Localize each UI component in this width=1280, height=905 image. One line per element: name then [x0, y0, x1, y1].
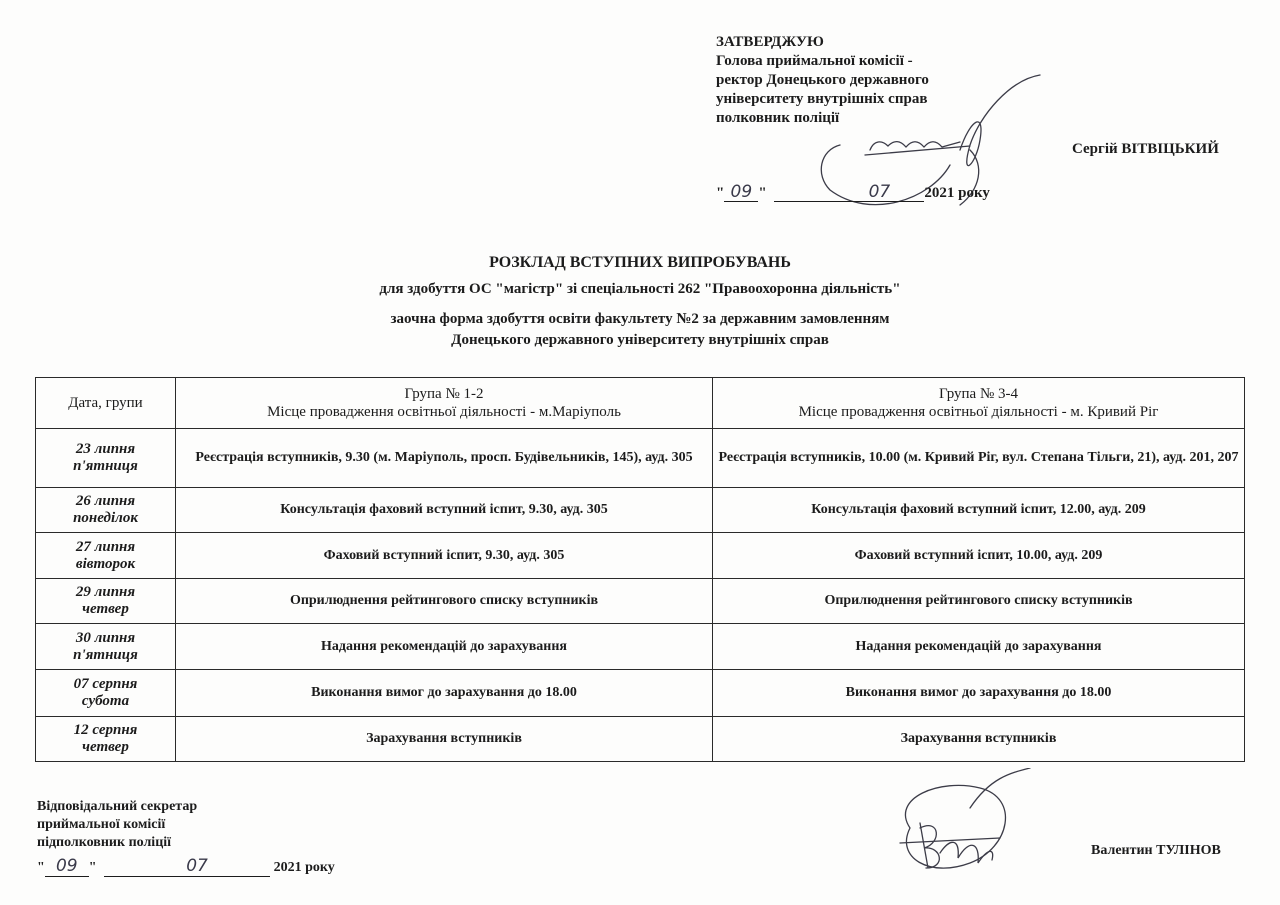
row-group-3-4-cell: Зарахування вступників — [713, 717, 1245, 762]
header-group-3-4 — [713, 378, 1245, 429]
approval-date-day: 09 — [730, 182, 753, 202]
secretary-date: " 09 " 07 2021 року — [37, 856, 335, 876]
document-subtitle-1: для здобуття ОС "магістр" зі спеціальності 262 "Правоохоронна діяльність" — [379, 281, 901, 297]
header-date-groups: Дата, групи — [36, 378, 176, 429]
row-date-cell — [36, 717, 176, 762]
approval-date-year: 2021 року — [924, 185, 990, 201]
secretary-name: Валентин ТУЛІНОВ — [1091, 843, 1221, 858]
row-date: 23 липня — [75, 441, 136, 457]
row-weekday: четвер — [82, 739, 129, 755]
secretary-line-2: приймальної комісії — [37, 817, 166, 832]
header-group-1-2-title: Група № 1-2 — [404, 386, 484, 402]
row-date: 26 липня — [75, 493, 136, 509]
secretary-signature — [880, 768, 1040, 883]
approval-line-4: полковник поліції — [716, 110, 840, 126]
row-weekday: субота — [81, 693, 130, 709]
row-group-1-2-cell: Оприлюднення рейтингового списку вступників — [176, 579, 713, 624]
approval-date: " 09 " 07 2021 року — [716, 182, 990, 202]
schedule-table — [35, 377, 1245, 762]
header-group-3-4-place: Місце провадження освітньої діяльності - м. Кривий Ріг — [798, 404, 1159, 420]
approval-line-2: ректор Донецького державного — [716, 72, 929, 88]
row-group-3-4-cell: Реєстрація вступників, 10.00 (м. Кривий Ріг, вул. Степана Тільги, 21), ауд. 201, 207 — [713, 429, 1245, 488]
row-date-cell — [36, 533, 176, 579]
row-group-1-2-cell: Надання рекомендацій до зарахування — [176, 624, 713, 670]
header-group-1-2-place: Місце провадження освітньої діяльності - м.Маріуполь — [267, 404, 621, 420]
row-weekday: п'ятниця — [73, 458, 138, 474]
row-date-cell — [36, 670, 176, 717]
row-date-cell — [36, 488, 176, 533]
row-group-1-2-cell: Виконання вимог до зарахування до 18.00 — [176, 670, 713, 717]
row-group-1-2-cell: Консультація фаховий вступний іспит, 9.30, ауд. 305 — [176, 488, 713, 533]
table-row — [36, 579, 1245, 624]
table-header-row — [36, 378, 1245, 429]
secretary-date-day: 09 — [55, 856, 78, 876]
approval-line-1: Голова приймальної комісії - — [716, 53, 913, 69]
approval-line-3: університету внутрішніх справ — [716, 91, 928, 107]
row-weekday: понеділок — [73, 510, 138, 526]
table-row — [36, 624, 1245, 670]
row-date: 07 серпня — [73, 676, 138, 692]
header-group-3-4-title: Група № 3-4 — [938, 386, 1019, 402]
row-group-1-2-cell: Зарахування вступників — [176, 717, 713, 762]
secretary-block — [37, 798, 197, 852]
table-row — [36, 670, 1245, 717]
row-group-1-2-cell: Фаховий вступний іспит, 9.30, ауд. 305 — [176, 533, 713, 579]
approval-heading: ЗАТВЕРДЖУЮ — [716, 34, 824, 50]
row-group-3-4-cell: Фаховий вступний іспит, 10.00, ауд. 209 — [713, 533, 1245, 579]
document-title: РОЗКЛАД ВСТУПНИХ ВИПРОБУВАНЬ — [489, 254, 791, 271]
secretary-date-month: 07 — [186, 856, 208, 876]
row-weekday: п'ятниця — [73, 646, 138, 663]
row-date-cell — [36, 624, 176, 670]
row-date-cell — [36, 579, 176, 624]
row-date-cell — [36, 429, 176, 488]
row-group-3-4-cell: Консультація фаховий вступний іспит, 12.00, ауд. 209 — [713, 488, 1245, 533]
row-weekday: четвер — [82, 601, 129, 617]
row-group-3-4-cell: Надання рекомендацій до зарахування — [713, 624, 1245, 670]
secretary-line-1: Відповідальний секретар — [37, 799, 198, 814]
table-row — [36, 717, 1245, 762]
row-group-1-2-cell: Реєстрація вступників, 9.30 (м. Маріуполь, просп. Будівельників, 145), ауд. 305 — [176, 429, 713, 488]
row-weekday: вівторок — [75, 555, 136, 572]
row-date: 30 липня — [75, 629, 136, 646]
row-date: 29 липня — [75, 584, 136, 600]
table-row — [36, 533, 1245, 579]
row-group-3-4-cell: Виконання вимог до зарахування до 18.00 — [713, 670, 1245, 717]
row-group-3-4-cell: Оприлюднення рейтингового списку вступників — [713, 579, 1245, 624]
row-date: 12 серпня — [73, 722, 138, 738]
rector-name: Сергій ВІТВІЦЬКИЙ — [1072, 141, 1219, 157]
header-group-1-2 — [176, 378, 713, 429]
table-row — [36, 429, 1245, 488]
approval-date-month: 07 — [868, 182, 891, 202]
document-subtitle-3: Донецького державного університету внутрішніх справ — [451, 332, 829, 348]
document-subtitle-2: заочна форма здобуття освіти факультету №2 за державним замовленням — [390, 311, 890, 327]
row-date: 27 липня — [75, 538, 136, 555]
table-row — [36, 488, 1245, 533]
secretary-date-year: 2021 року — [273, 860, 335, 875]
secretary-line-3: підполковник поліції — [37, 835, 172, 850]
